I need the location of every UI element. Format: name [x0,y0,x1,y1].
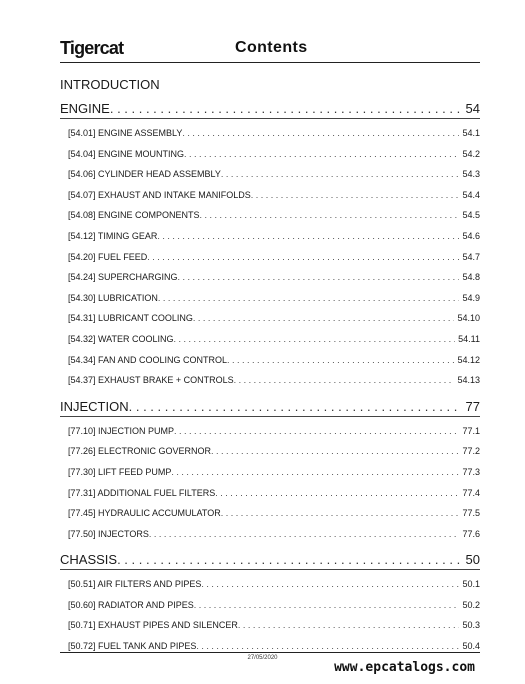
entry-page: 54.6 [462,230,480,241]
entry-page: 54.12 [457,354,480,365]
entry-page: 54.1 [462,128,480,138]
entry-page: 77.2 [462,446,480,457]
entry-label: [77.26] ELECTRONIC GOVERNOR [68,446,212,457]
toc-entry[interactable] [60,267,480,288]
header-rule [60,62,480,63]
toc-entry[interactable] [60,329,480,350]
section-page: 54 [465,101,480,116]
entry-page: 54.10 [457,313,480,324]
toc-entry[interactable] [60,483,480,504]
dot-leader [158,288,460,309]
toc-entry[interactable] [60,462,480,483]
entry-label: [54.37] EXHAUST BRAKE + CONTROLS [68,375,234,386]
toc-entry[interactable] [60,144,480,165]
entry-label: [50.60] RADIATOR AND PIPES [68,599,194,610]
page-header [60,38,480,62]
dot-leader [234,370,455,391]
dot-leader [117,550,459,569]
toc-entry[interactable] [60,595,480,616]
toc-entry[interactable] [60,288,480,309]
entry-label: [54.20] FUEL FEED [68,251,148,262]
toc-entry[interactable] [60,421,480,442]
entry-page: 54.11 [458,333,480,344]
entry-label: [54.24] SUPERCHARGING [68,272,178,283]
toc-entry[interactable] [60,164,480,185]
entry-label: [77.45] HYDRAULIC ACCUMULATOR [68,508,221,519]
entry-label: [54.30] LUBRICATION [68,292,158,303]
entry-label: [54.32] WATER COOLING [68,333,174,344]
section-page: 50 [465,552,480,568]
entry-page: 77.3 [462,466,480,477]
entry-page: 54.13 [457,375,480,386]
toc-entry[interactable] [60,441,480,462]
dot-leader [201,574,459,595]
entry-label: [54.08] ENGINE COMPONENTS [68,210,200,221]
entry-label: [77.30] LIFT FEED PUMP [68,466,172,477]
entry-label: [54.06] CYLINDER HEAD ASSEMBLY [68,169,221,180]
toc-introduction[interactable]: INTRODUCTION [60,77,160,92]
dot-leader [178,267,460,288]
entry-page: 54.5 [462,210,480,221]
entry-label: [54.01] ENGINE ASSEMBLY [68,128,183,138]
dot-leader [129,397,460,416]
section-rule [60,569,480,570]
entry-page: 54.8 [462,272,480,283]
dot-leader [193,308,455,329]
tigercat-logo: Tigercat [60,38,124,58]
section-rule [60,118,480,119]
toc-entry[interactable] [60,123,480,144]
entry-label: [77.50] INJECTORS [68,528,149,539]
section-rule [60,416,480,417]
dot-leader [251,185,460,206]
entry-page: 54.2 [462,148,480,159]
entry-label: [50.72] FUEL TANK AND PIPES [68,641,197,652]
entry-label: [54.07] EXHAUST AND INTAKE MANIFOLDS [68,189,251,200]
entry-label: [54.12] TIMING GEAR [68,230,158,241]
dot-leader [157,226,459,247]
dot-leader [238,615,460,636]
dot-leader [149,524,460,545]
entry-page: 54.9 [462,292,480,303]
watermark-text: www.epcatalogs.com [334,660,475,675]
toc-entry[interactable] [60,308,480,329]
toc-entry[interactable] [60,615,480,636]
entry-page: 50.1 [462,579,480,590]
toc-entry[interactable] [60,226,480,247]
entry-page: 50.2 [462,599,480,610]
entry-page: 77.5 [462,508,480,519]
toc-entry[interactable] [60,524,480,545]
dot-leader [196,636,459,657]
toc-entry[interactable] [60,185,480,206]
toc-entry[interactable] [60,370,480,391]
dot-leader [221,503,460,524]
entry-page: 54.4 [462,189,480,200]
toc-entry[interactable] [60,636,480,657]
dot-leader [171,462,459,483]
section-title: ENGINE [60,101,110,116]
entry-label: [54.34] FAN AND COOLING CONTROL [68,354,228,365]
dot-leader [182,123,459,144]
footer-rule [60,652,480,653]
entry-page: 77.4 [462,487,480,498]
footer-date: 27/05/2020 [247,655,278,661]
entry-page: 50.4 [462,641,480,652]
entry-label: [77.31] ADDITIONAL FUEL FILTERS [68,487,216,498]
entry-label: [50.71] EXHAUST PIPES AND SILENCER [68,620,238,631]
entry-page: 54.7 [462,251,480,262]
entry-label: [50.51] AIR FILTERS AND PIPES [68,579,202,590]
toc-section-chassis[interactable] [60,550,480,569]
toc-section-engine[interactable] [60,99,480,118]
toc-entry[interactable] [60,574,480,595]
page-title: Contents [235,39,308,56]
dot-leader [211,441,459,462]
dot-leader [200,205,460,226]
toc-section-injection[interactable] [60,397,480,416]
toc-entry[interactable] [60,350,480,371]
dot-leader [227,350,454,371]
dot-leader [174,329,456,350]
entry-label: [54.04] ENGINE MOUNTING [68,148,185,159]
entry-page: 50.3 [462,620,480,631]
section-title: INJECTION [60,398,129,414]
dot-leader [184,144,459,165]
entry-page: 77.6 [462,528,480,539]
entry-page: 54.3 [462,169,480,180]
dot-leader [215,483,459,504]
toc-entry[interactable] [60,247,480,268]
entry-label: [54.31] LUBRICANT COOLING [68,313,193,324]
dot-leader [221,164,460,185]
entry-label: [77.10] INJECTION PUMP [68,425,175,436]
entry-page: 77.1 [462,425,480,436]
dot-leader [174,421,459,442]
dot-leader [147,247,459,268]
toc-entry[interactable] [60,503,480,524]
toc-entry[interactable] [60,205,480,226]
dot-leader [110,99,460,118]
section-page: 77 [465,398,480,414]
table-of-contents [60,76,480,657]
dot-leader [194,595,460,616]
section-title: CHASSIS [60,552,118,568]
